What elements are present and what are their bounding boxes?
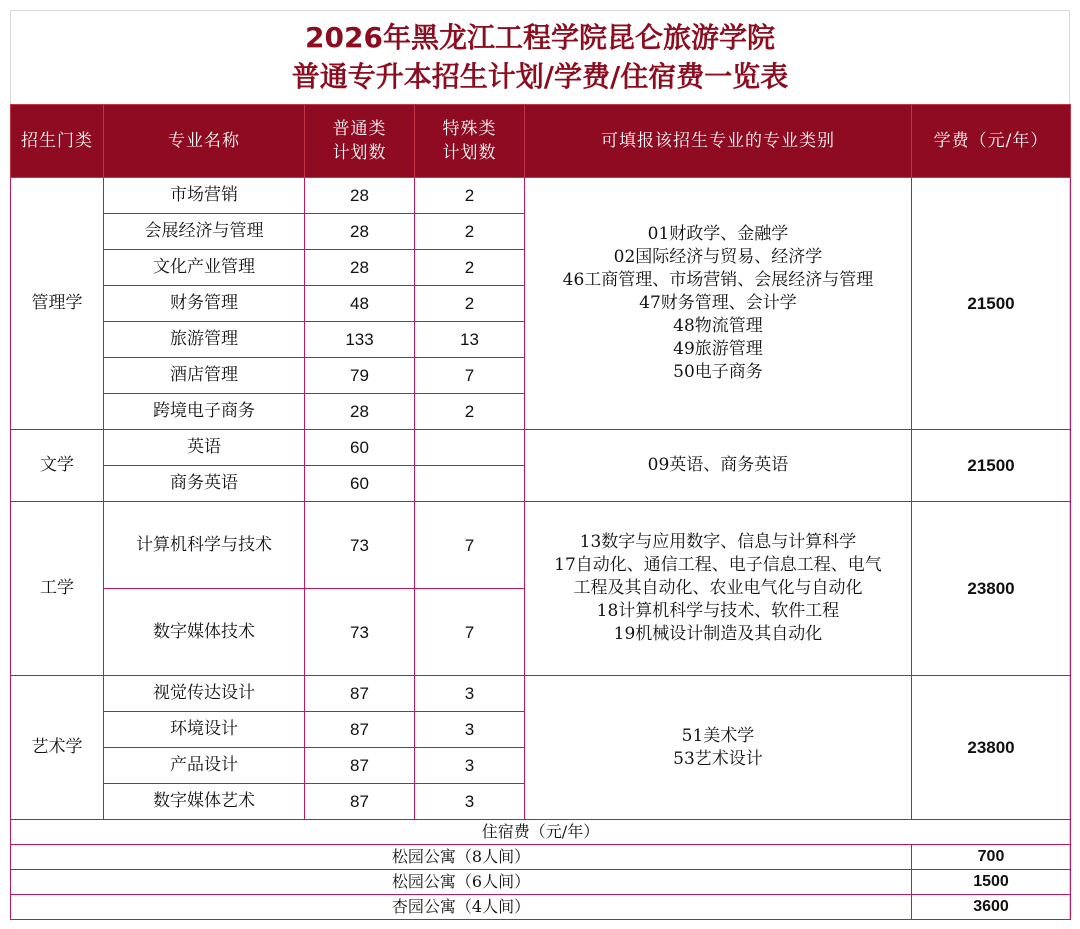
eligible-line: 53艺术设计	[673, 748, 763, 769]
regular-plan-count: 48	[305, 286, 415, 322]
eligible-line: 51美术学	[681, 725, 755, 746]
regular-plan-count: 87	[305, 784, 415, 820]
special-plan-count: 3	[415, 784, 525, 820]
major-name: 计算机科学与技术	[104, 502, 305, 589]
dorm-name: 松园公寓（8人间）	[11, 845, 912, 870]
regular-plan-count: 87	[305, 676, 415, 712]
major-name: 旅游管理	[104, 322, 305, 358]
dorm-fee: 3600	[912, 895, 1071, 920]
major-name: 市场营销	[104, 178, 305, 214]
major-name: 文化产业管理	[104, 250, 305, 286]
eligible-line: 46工商管理、市场营销、会展经济与管理	[562, 270, 874, 290]
regular-plan-count: 87	[305, 712, 415, 748]
page-title-line-2: 普通专升本招生计划/学费/住宿费一览表	[291, 60, 789, 93]
special-plan-count: 2	[415, 178, 525, 214]
eligible-categories-cell	[525, 430, 912, 502]
special-plan-count: 7	[415, 589, 525, 676]
major-name: 产品设计	[104, 748, 305, 784]
eligible-line: 48物流管理	[673, 316, 763, 336]
special-plan-count	[415, 466, 525, 502]
dorm-name: 松园公寓（6人间）	[11, 870, 912, 895]
eligible-line: 17自动化、通信工程、电子信息工程、电气	[554, 555, 882, 575]
eligible-categories-cell	[525, 502, 912, 676]
admission-plan-table	[10, 104, 1071, 920]
table-header-row	[11, 105, 1071, 178]
page-title-line-1: 2026年黑龙江工程学院昆仑旅游学院	[305, 21, 775, 54]
regular-plan-count: 133	[305, 322, 415, 358]
regular-plan-count: 28	[305, 394, 415, 430]
category-cell: 艺术学	[11, 676, 104, 820]
table-row	[11, 502, 1071, 589]
regular-plan-count: 28	[305, 250, 415, 286]
special-plan-count	[415, 430, 525, 466]
regular-plan-count: 87	[305, 748, 415, 784]
special-plan-count: 13	[415, 322, 525, 358]
category-cell: 工学	[11, 502, 104, 676]
major-name: 视觉传达设计	[104, 676, 305, 712]
regular-plan-count: 28	[305, 214, 415, 250]
regular-plan-count: 79	[305, 358, 415, 394]
major-name: 数字媒体技术	[104, 589, 305, 676]
regular-plan-count: 73	[305, 502, 415, 589]
dorm-row	[11, 870, 1071, 895]
tuition-cell: 21500	[912, 430, 1071, 502]
header-eligible-categories: 可填报该招生专业的专业类别	[525, 105, 912, 178]
dorm-fee: 700	[912, 845, 1071, 870]
header-regular-line-2: 计划数	[332, 143, 387, 163]
eligible-categories-cell	[525, 178, 912, 430]
header-special-line-2: 计划数	[442, 143, 497, 163]
header-major: 专业名称	[104, 105, 305, 178]
eligible-categories-cell	[525, 676, 912, 820]
eligible-line: 19机械设计制造及其自动化	[613, 624, 823, 644]
regular-plan-count: 60	[305, 430, 415, 466]
header-regular-plan	[305, 105, 415, 178]
tuition-cell: 21500	[912, 178, 1071, 430]
major-name: 英语	[104, 430, 305, 466]
regular-plan-count: 73	[305, 589, 415, 676]
eligible-line: 47财务管理、会计学	[639, 293, 797, 313]
category-cell: 管理学	[11, 178, 104, 430]
dorm-fee: 1500	[912, 870, 1071, 895]
dorm-fee-title: 住宿费（元/年）	[11, 820, 1071, 845]
special-plan-count: 7	[415, 502, 525, 589]
eligible-line: 09英语、商务英语	[647, 455, 789, 475]
major-name: 财务管理	[104, 286, 305, 322]
eligible-line: 18计算机科学与技术、软件工程	[596, 601, 840, 621]
special-plan-count: 3	[415, 712, 525, 748]
header-tuition: 学费（元/年）	[912, 105, 1071, 178]
major-name: 会展经济与管理	[104, 214, 305, 250]
regular-plan-count: 28	[305, 178, 415, 214]
major-name: 商务英语	[104, 466, 305, 502]
eligible-line: 49旅游管理	[673, 339, 763, 359]
dorm-row	[11, 845, 1071, 870]
dorm-title-row	[11, 820, 1071, 845]
special-plan-count: 7	[415, 358, 525, 394]
tuition-cell: 23800	[912, 676, 1071, 820]
header-special-plan	[415, 105, 525, 178]
table-row	[11, 430, 1071, 466]
dorm-name: 杏园公寓（4人间）	[11, 895, 912, 920]
table-row	[11, 676, 1071, 712]
special-plan-count: 3	[415, 748, 525, 784]
major-name: 跨境电子商务	[104, 394, 305, 430]
header-category: 招生门类	[11, 105, 104, 178]
category-cell: 文学	[11, 430, 104, 502]
major-name: 环境设计	[104, 712, 305, 748]
eligible-line: 01财政学、金融学	[647, 224, 789, 244]
regular-plan-count: 60	[305, 466, 415, 502]
major-name: 数字媒体艺术	[104, 784, 305, 820]
special-plan-count: 2	[415, 394, 525, 430]
special-plan-count: 2	[415, 214, 525, 250]
special-plan-count: 3	[415, 676, 525, 712]
eligible-line: 工程及其自动化、农业电气化与自动化	[573, 578, 863, 598]
eligible-line: 02国际经济与贸易、经济学	[613, 247, 823, 267]
major-name: 酒店管理	[104, 358, 305, 394]
header-special-line-1: 特殊类	[442, 119, 497, 139]
tuition-cell: 23800	[912, 502, 1071, 676]
eligible-line: 50电子商务	[673, 362, 763, 382]
header-regular-line-1: 普通类	[332, 119, 387, 139]
dorm-row	[11, 895, 1071, 920]
special-plan-count: 2	[415, 250, 525, 286]
special-plan-count: 2	[415, 286, 525, 322]
table-row	[11, 178, 1071, 214]
eligible-line: 13数字与应用数字、信息与计算科学	[579, 532, 857, 552]
